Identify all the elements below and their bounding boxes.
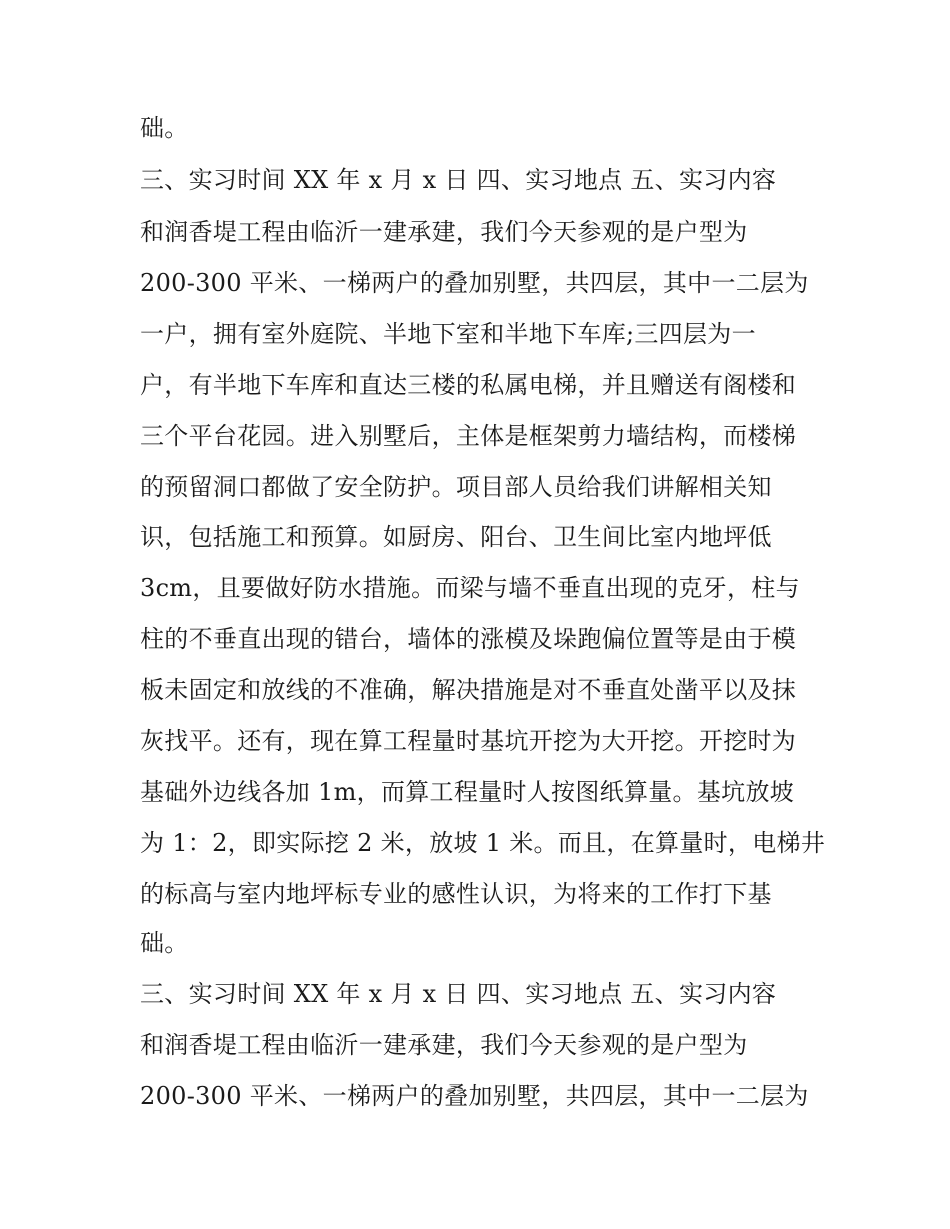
text-line: 的标高与室内地坪标专业的感性认识，为将来的工作打下基 — [140, 880, 772, 908]
text-line: 户，有半地下车库和直达三楼的私属电梯，并且赠送有阁楼和 — [140, 371, 797, 399]
text-line: 板未固定和放线的不准确，解决措施是对不垂直处凿平以及抹 — [140, 676, 797, 704]
text-line: 200-300 平米、一梯两户的叠加别墅，共四层，其中一二层为 — [140, 269, 809, 297]
text-line: 识，包括施工和预算。如厨房、阳台、卫生间比室内地坪低 — [140, 523, 772, 551]
text-line: 和润香堤工程由临沂一建承建，我们今天参观的是户型为 — [140, 1031, 748, 1059]
text-line: 础。 — [140, 929, 189, 957]
text-line: 的预留洞口都做了安全防护。项目部人员给我们讲解相关知 — [140, 473, 772, 501]
text-line: 3cm，且要做好防水措施。而梁与墙不垂直出现的克牙，柱与 — [140, 574, 800, 602]
text-line: 础。 — [140, 114, 189, 142]
text-line: 一户，拥有室外庭院、半地下室和半地下车库;三四层为一 — [140, 320, 756, 348]
text-line: 为 1：2，即实际挖 2 米，放坡 1 米。而且，在算量时，电梯井 — [140, 829, 826, 857]
text-line: 灰找平。还有，现在算工程量时基坑开挖为大开挖。开挖时为 — [140, 727, 797, 755]
text-line: 基础外边线各加 1m，而算工程量时人按图纸算量。基坑放坡 — [140, 778, 795, 806]
text-line: 三、实习时间 XX 年 x 月 x 日 四、实习地点 五、实习内容 — [140, 980, 777, 1008]
text-line: 200-300 平米、一梯两户的叠加别墅，共四层，其中一二层为 — [140, 1082, 809, 1110]
text-line: 三个平台花园。进入别墅后，主体是框架剪力墙结构，而楼梯 — [140, 422, 797, 450]
text-line: 柱的不垂直出现的错台，墙体的涨模及垛跑偏位置等是由于模 — [140, 625, 797, 653]
text-line: 和润香堤工程由临沂一建承建，我们今天参观的是户型为 — [140, 218, 748, 246]
text-line: 三、实习时间 XX 年 x 月 x 日 四、实习地点 五、实习内容 — [140, 166, 777, 194]
